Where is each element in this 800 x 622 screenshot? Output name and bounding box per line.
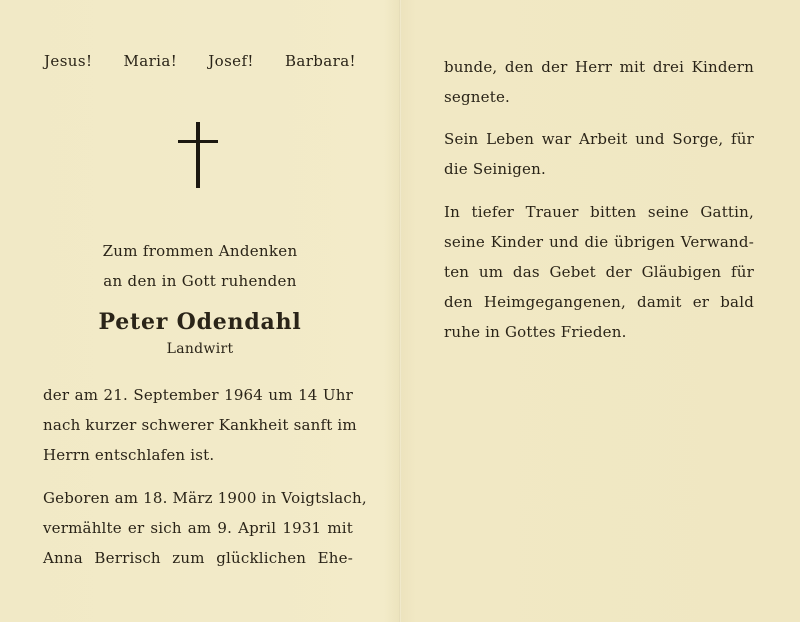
family-paragraph bbox=[444, 52, 754, 112]
death-paragraph bbox=[43, 380, 357, 470]
text-line: Sein Leben war Arbeit und Sorge, für bbox=[444, 130, 754, 148]
intro-line: Zum frommen Andenken bbox=[102, 242, 298, 260]
invocation-jesus: Jesus! bbox=[44, 52, 93, 70]
invocation-josef: Josef! bbox=[208, 52, 254, 70]
birth-paragraph bbox=[43, 483, 367, 573]
cross-icon bbox=[178, 122, 218, 188]
text-line: nach kurzer schwerer Kankheit sanft im bbox=[43, 416, 357, 434]
text-line: bunde, den der Herr mit drei Kindern bbox=[444, 58, 754, 76]
text-line: In tiefer Trauer bitten seine Gattin, bbox=[444, 203, 754, 221]
invocation-barbara: Barbara! bbox=[284, 52, 356, 70]
text-line: Anna Berrisch zum glücklichen Ehe- bbox=[43, 549, 353, 567]
text-line: segnete. bbox=[444, 88, 510, 106]
text-line: ruhe in Gottes Frieden. bbox=[444, 323, 627, 341]
text-line: der am 21. September 1964 um 14 Uhr bbox=[43, 386, 353, 404]
life-paragraph bbox=[444, 124, 754, 184]
occupation: Landwirt bbox=[166, 341, 234, 357]
text-line: die Seinigen. bbox=[444, 160, 546, 178]
text-line: den Heimgegangenen, damit er bald bbox=[444, 293, 754, 311]
intro-text bbox=[60, 236, 340, 296]
text-line: vermählte er sich am 9. April 1931 mit bbox=[43, 519, 353, 537]
right-page bbox=[400, 0, 800, 622]
intro-line: an den in Gott ruhenden bbox=[103, 272, 297, 290]
text-line: ten um das Gebet der Gläubigen für bbox=[444, 263, 754, 281]
invocation-maria: Maria! bbox=[123, 52, 178, 70]
deceased-name: Peter Odendahl bbox=[98, 309, 302, 335]
mourning-paragraph bbox=[444, 197, 754, 347]
text-line: Herrn entschlafen ist. bbox=[43, 446, 215, 464]
invocation-row bbox=[44, 52, 356, 70]
text-line: seine Kinder und die übrigen Verwand- bbox=[444, 233, 754, 251]
text-line: Geboren am 18. März 1900 in Voigtslach, bbox=[43, 489, 367, 507]
